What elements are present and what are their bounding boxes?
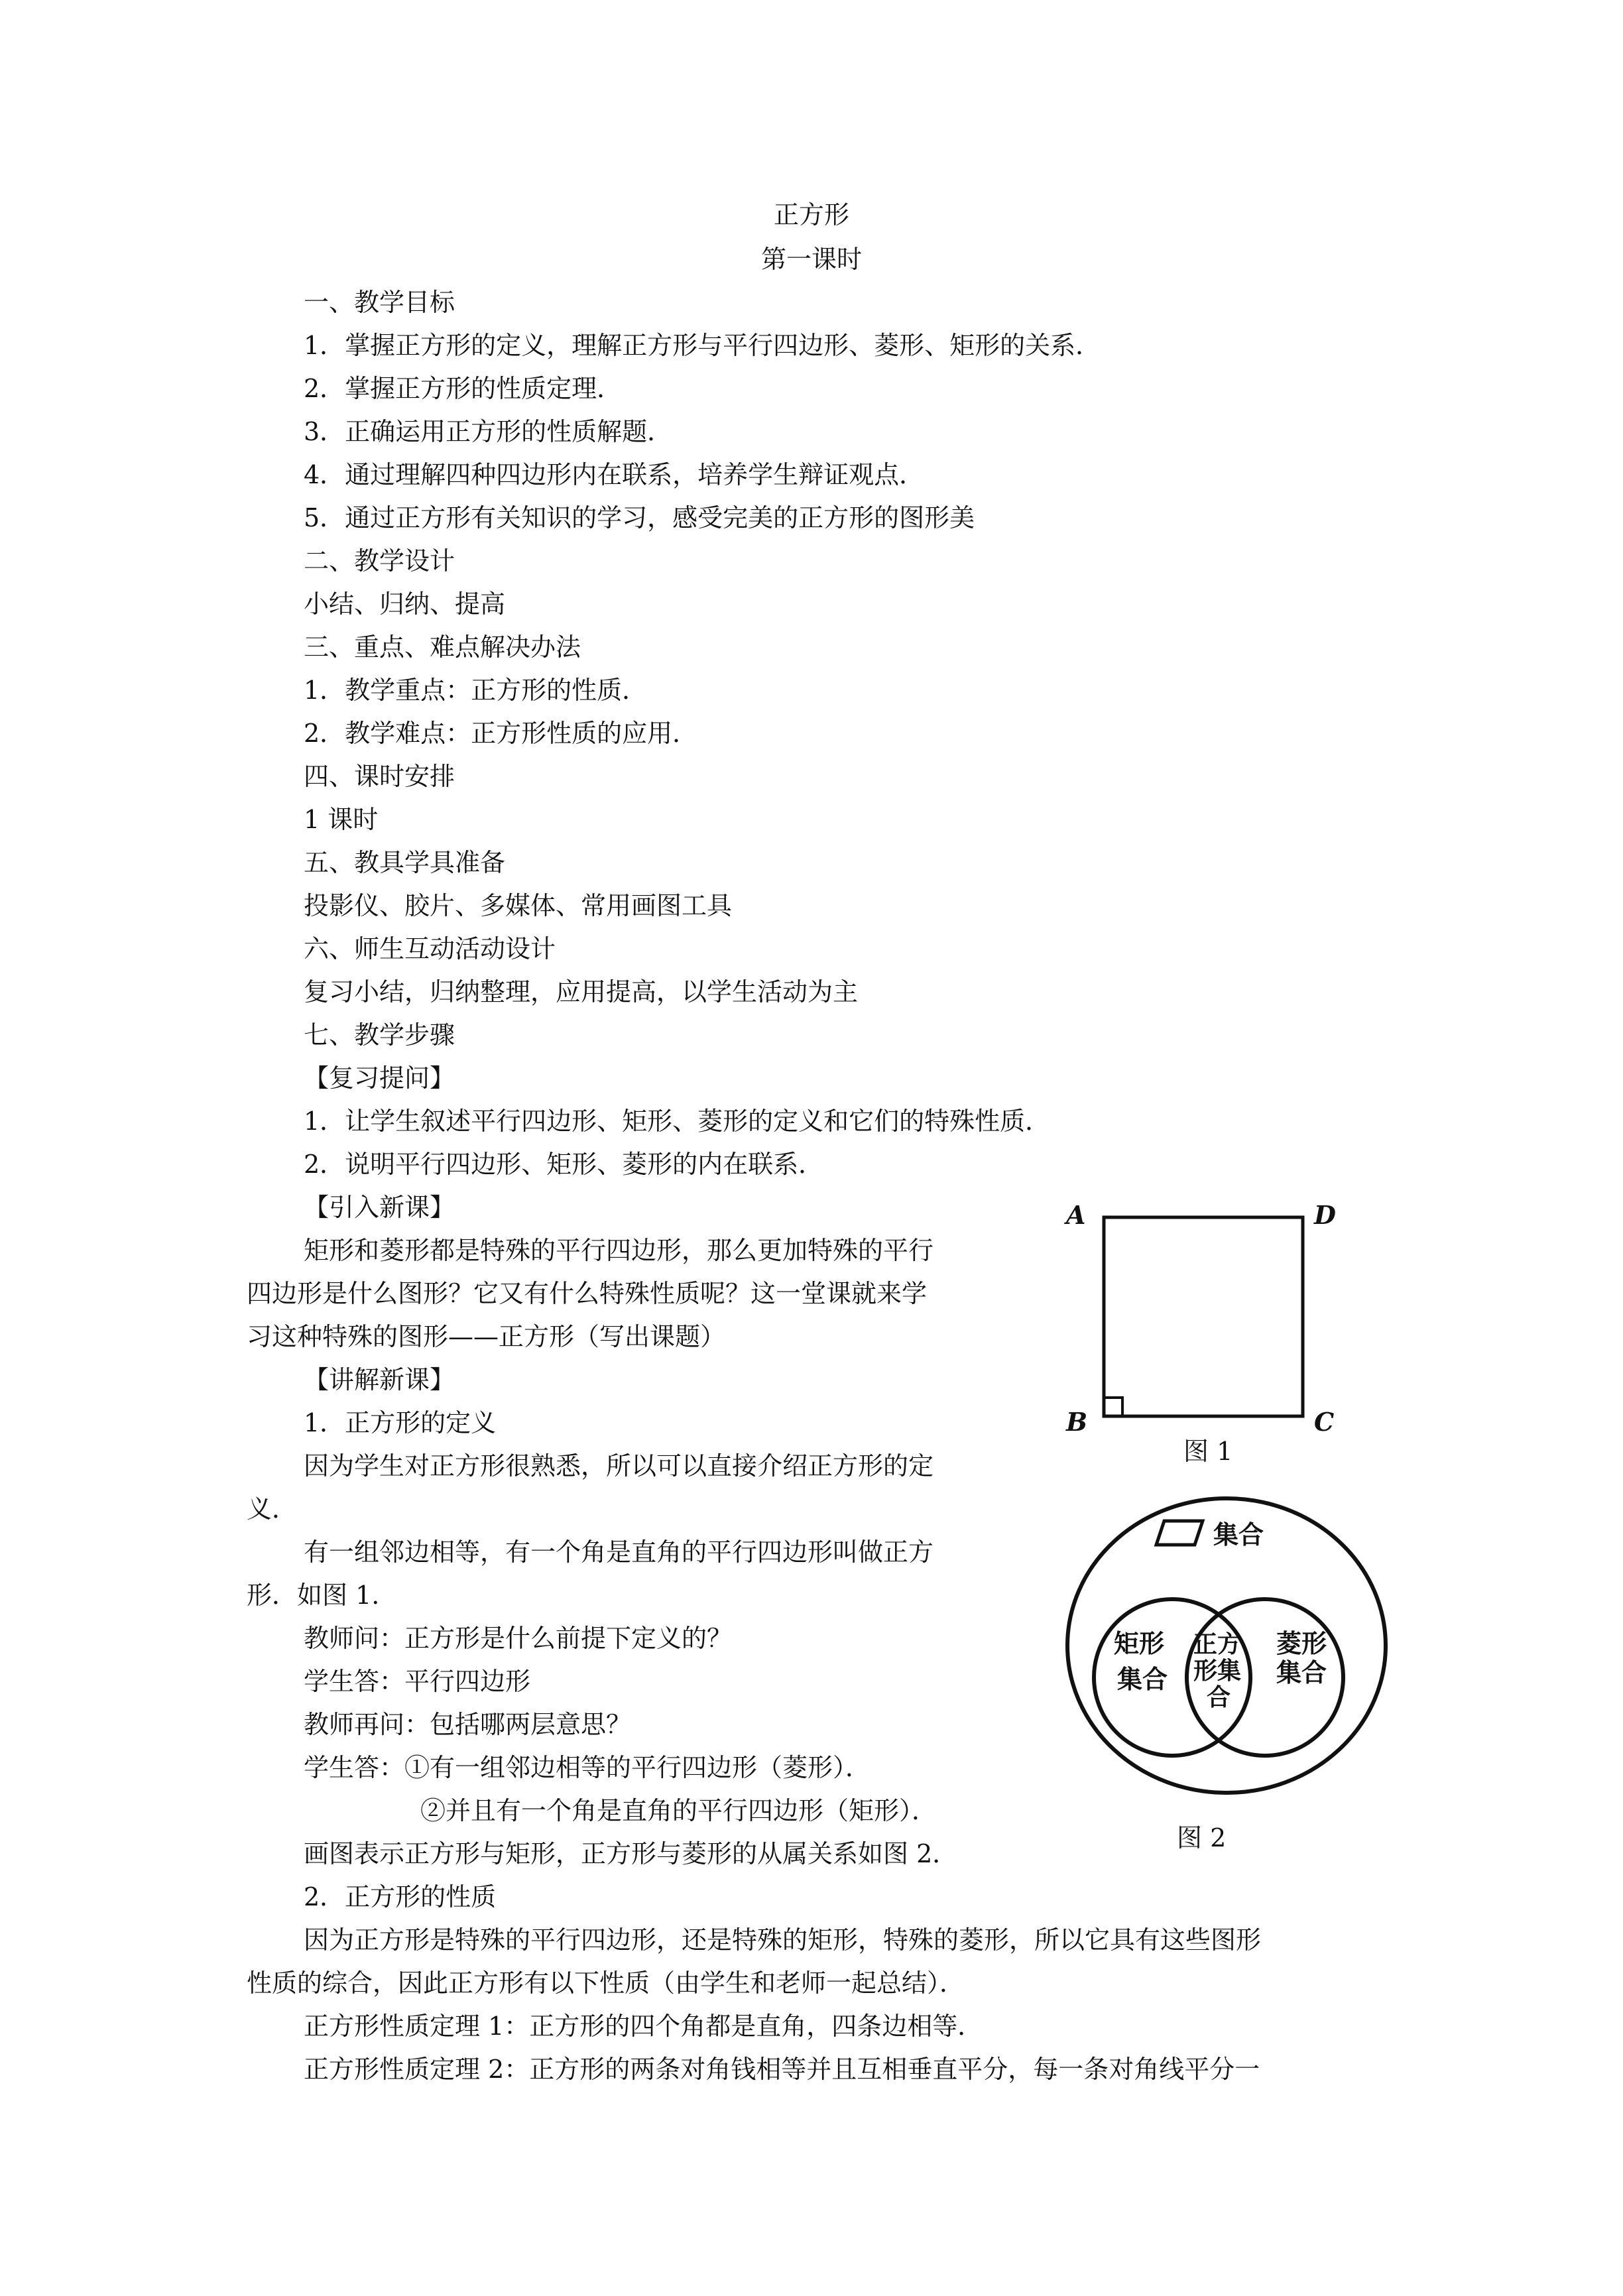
list-item: 2．教学难点：正方形性质的应用． — [304, 719, 698, 748]
paragraph-line: 因为正方形是特殊的平行四边形，还是特殊的矩形，特殊的菱形，所以它具有这些图形 — [304, 1925, 1262, 1955]
subsection-title: 【讲解新课】 — [304, 1365, 455, 1394]
section-heading: 一、教学目标 — [304, 288, 455, 317]
right-angle-marker — [1104, 1398, 1122, 1416]
paragraph-line: 四边形是什么图形？它又有什么特殊性质呢？这一堂课就来学 — [247, 1279, 928, 1308]
vertex-label-d: D — [1314, 1200, 1336, 1230]
rectangle-set-label: 矩形 — [1114, 1628, 1165, 1658]
list-item: 1．掌握正方形的定义，理解正方形与平行四边形、菱形、矩形的关系． — [304, 331, 1101, 360]
vertex-label-b: B — [1066, 1407, 1088, 1437]
vertex-label-c: C — [1314, 1407, 1335, 1437]
dialogue-line: 学生答：平行四边形 — [304, 1667, 531, 1696]
paragraph-line: 性质的综合，因此正方形有以下性质（由学生和老师一起总结）． — [247, 1968, 965, 1998]
section-body: 复习小结，归纳整理，应用提高，以学生活动为主 — [304, 977, 859, 1006]
dialogue-line: ②并且有一个角是直角的平行四边形（矩形）． — [420, 1796, 937, 1825]
figure-2-venn — [1054, 1479, 1399, 1870]
vertex-label-a: A — [1066, 1200, 1086, 1230]
section-body: 小结、归纳、提高 — [304, 589, 506, 619]
list-item: 2．说明平行四边形、矩形、菱形的内在联系． — [304, 1150, 824, 1179]
parallelogram-set-label: 集合 — [1213, 1520, 1264, 1549]
list-item: 5．通过正方形有关知识的学习，感受完美的正方形的图形美 — [304, 503, 975, 532]
paragraph-line: 矩形和菱形都是特殊的平行四边形，那么更加特殊的平行 — [304, 1236, 934, 1265]
rhombus-set-label: 菱形 — [1276, 1628, 1327, 1658]
section-heading: 五、教具学具准备 — [304, 848, 506, 877]
subsection-title: 1．正方形的定义 — [304, 1408, 497, 1437]
square-set-label: 合 — [1207, 1683, 1231, 1711]
figure-1-square — [1054, 1180, 1359, 1472]
paragraph-line: 形．如图 1. — [247, 1581, 380, 1610]
subsection-title: 2．正方形的性质 — [304, 1882, 497, 1911]
rectangle-set-label: 集合 — [1117, 1664, 1168, 1694]
section-body: 1 课时 — [304, 805, 379, 834]
list-item: 1．让学生叙述平行四边形、矩形、菱形的定义和它们的特殊性质． — [304, 1107, 1051, 1136]
paragraph-line: 因为学生对正方形很熟悉，所以可以直接介绍正方形的定 — [304, 1451, 934, 1480]
section-heading: 六、师生互动活动设计 — [304, 934, 556, 963]
dialogue-line: 教师再问：包括哪两层意思？ — [304, 1710, 632, 1739]
figure-1-caption: 图 1 — [1183, 1437, 1233, 1466]
square-set-label: 正方 — [1193, 1630, 1242, 1658]
list-item: 1．教学重点：正方形的性质． — [304, 676, 648, 705]
section-body: 投影仪、胶片、多媒体、常用画图工具 — [304, 891, 733, 920]
square-shape — [1104, 1217, 1303, 1416]
page-subtitle: 第一课时 — [760, 245, 862, 274]
rhombus-set-label: 集合 — [1276, 1658, 1327, 1687]
list-item: 2．掌握正方形的性质定理． — [304, 374, 623, 403]
page-title: 正方形 — [773, 200, 849, 229]
dialogue-line: 教师问：正方形是什么前提下定义的？ — [304, 1624, 733, 1653]
square-set-label: 形集 — [1193, 1657, 1242, 1685]
paragraph-line: 习这种特殊的图形——正方形（写出课题） — [247, 1322, 726, 1351]
parallelogram-icon — [1156, 1521, 1203, 1545]
section-heading: 二、教学设计 — [304, 546, 455, 575]
subsection-title: 【引入新课】 — [304, 1193, 455, 1222]
section-heading: 三、重点、难点解决办法 — [304, 633, 581, 662]
subsection-title: 【复习提问】 — [304, 1063, 455, 1093]
dialogue-line: 学生答：①有一组邻边相等的平行四边形（菱形）． — [304, 1753, 871, 1782]
section-heading: 四、课时安排 — [304, 762, 455, 791]
theorem-line: 正方形性质定理 1：正方形的四个角都是直角，四条边相等． — [304, 2012, 983, 2041]
figure-2-caption: 图 2 — [1177, 1823, 1227, 1852]
paragraph-line: 有一组邻边相等，有一个角是直角的平行四边形叫做正方 — [304, 1538, 934, 1567]
section-heading: 七、教学步骤 — [304, 1020, 455, 1050]
list-item: 3．正确运用正方形的性质解题． — [304, 417, 673, 446]
paragraph-line: 义． — [247, 1494, 298, 1524]
theorem-line: 正方形性质定理 2：正方形的两条对角钱相等并且互相垂直平分，每一条对角线平分一 — [304, 2055, 1260, 2084]
paragraph-line: 画图表示正方形与矩形，正方形与菱形的从属关系如图 2． — [304, 1839, 958, 1868]
list-item: 4．通过理解四种四边形内在联系，培养学生辩证观点． — [304, 460, 925, 489]
